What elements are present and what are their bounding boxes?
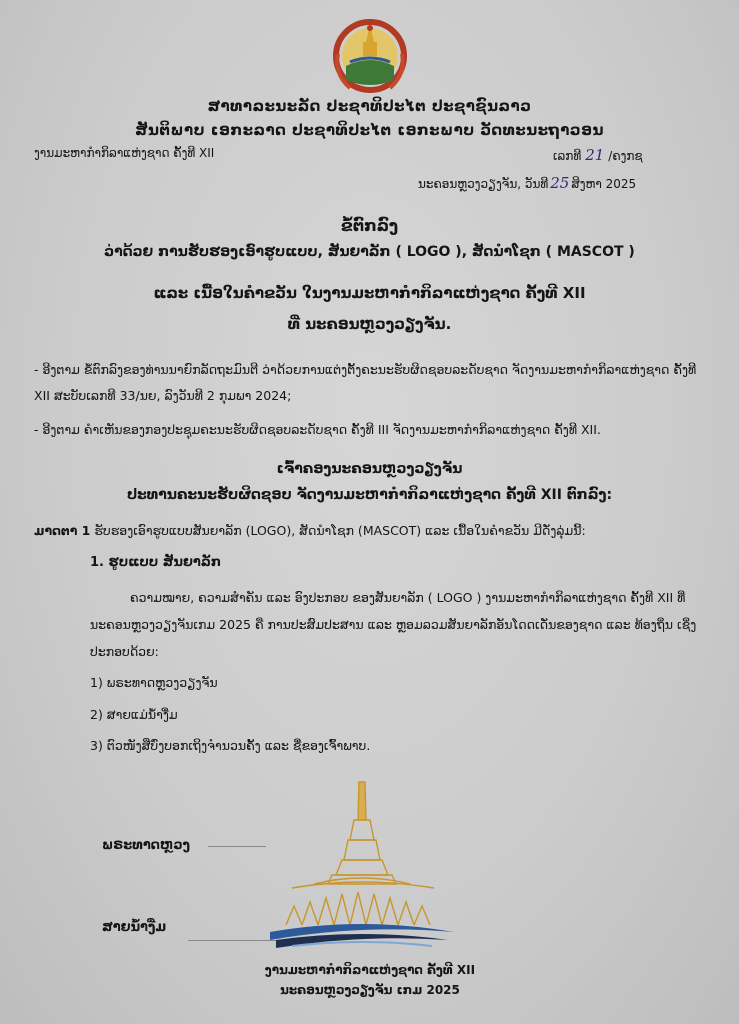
issuing-organization: ງານມະຫາກຳກິລາແຫ່ງຊາດ ຄັ້ງທີ XII <box>34 146 215 160</box>
national-motto: ສັນຕິພາບ ເອກະລາດ ປະຊາທິປະໄຕ ເອກະພາບ ວັດທະນະຖາວອນ <box>135 121 604 139</box>
leader-line <box>208 846 266 847</box>
docno-suffix: /ຄງກຊ <box>608 149 643 163</box>
date-prefix: ນະຄອນຫຼວງວຽງຈັນ, ວັນທີ <box>418 177 549 191</box>
label-stupa: ພຣະທາດຫຼວງ <box>102 838 191 853</box>
article-1-label: ມາດຕາ 1 <box>34 523 91 538</box>
document-date <box>418 174 636 192</box>
logo-caption-1: ງານມະຫາກຳກິລາແຫ່ງຊາດ ຄັ້ງທີ XII <box>264 963 476 977</box>
date-day: 25 <box>550 174 570 192</box>
section-1-body: ຄວາມໝາຍ, ຄວາມສຳຄັນ ແລະ ອົງປະກອບ ຂອງສັນຍາລັກ ( LOGO ) ງານມະຫາກຳກິລາແຫ່ງຊາດ ຄັ້ງທີ XII ທີ່ນະຄອນຫຼວງວຽງຈັນເກມ 2025 ຄື ການປະສົມປະສານ ແລະ ຫຼອມລວມສັນຍາລັກອັນໂດດເດັ່ນຂອງຊາດ ແລະ ທ້ອງຖິ່ນ ເຊິ່ງປະກອບດ້ວຍ: <box>90 590 697 659</box>
document-title: ຂໍ້ຕົກລົງ <box>340 216 399 235</box>
list-item: 1) ພຣະທາດຫຼວງວຽງຈັນ <box>90 675 218 690</box>
games-logo-icon <box>262 780 462 960</box>
article-1 <box>34 523 714 538</box>
reference-2: - ອີງຕາມ ຄຳເຫັນຂອງກອງປະຊຸມຄະນະຮັບຜິດຊອບລະດັບຊາດ ຄັ້ງທີ III ຈັດງານມະຫາກຳກິລາແຫ່ງຊາດ ຄັ້ງທີ XII. <box>34 422 601 437</box>
reference-1: - ອີງຕາມ ຂໍ້ຕົກລົງຂອງທ່ານນາຍົກລັດຖະມົນຕີ ວ່າດ້ວຍການແຕ່ງຕັ້ງຄະນະຮັບຜິດຊອບລະດັບຊາດ ຈັດງານມະຫາກຳກິລາແຫ່ງຊາດ ຄັ້ງທີ XII ສະບັບເລກທີ 33/ນຍ, ລົງວັນທີ 2 ກຸມພາ 2024; <box>34 362 697 403</box>
title-line-3: ທີ່ ນະຄອນຫຼວງວຽງຈັນ. <box>287 315 452 333</box>
date-suffix: ສິງຫາ 2025 <box>571 177 637 191</box>
title-line-2: ແລະ ເນື້ອໃນຄຳຂວັນ ໃນງານມະຫາກຳກິລາແຫ່ງຊາດ ຄັ້ງທີ XII <box>153 284 586 302</box>
authority-title: ເຈົ້າຄອງນະຄອນຫຼວງວຽງຈັນ <box>276 461 463 477</box>
nation-name: ສາທາລະນະລັດ ປະຊາທິປະໄຕ ປະຊາຊົນລາວ <box>207 97 532 115</box>
logo-caption-2: ນະຄອນຫຼວງວຽງຈັນ ເກມ 2025 <box>280 983 460 997</box>
section-1-heading: 1. ຮູບແບບ ສັນຍາລັກ <box>90 555 222 570</box>
docno-value: 21 <box>585 146 605 164</box>
list-item: 3) ຕົວໜັງສືບົ່ງບອກເຖິງຈຳນວນຄັ້ງ ແລະ ຊື່ຂອງເຈົ້າພາບ. <box>90 738 371 753</box>
label-river: ສາຍນ້ຳງື່ມ <box>102 920 167 935</box>
docno-label: ເລກທີ <box>553 149 582 163</box>
article-1-text: ຮັບຮອງເອົາຮູບແບບສັນຍາລັກ (LOGO), ສັດນຳໂຊກ (MASCOT) ແລະ ເນື້ອໃນຄຳຂວັນ ມີດັ່ງລຸ່ມນີ້: <box>94 523 586 538</box>
title-line-1: ວ່າດ້ວຍ ການຮັບຮອງເອົາຮູບແບບ, ສັນຍາລັກ ( LOGO ), ສັດນຳໂຊກ ( MASCOT ) <box>104 244 635 260</box>
authority-decision: ປະທານຄະນະຮັບຜິດຊອບ ຈັດງານມະຫາກຳກິລາແຫ່ງຊາດ ຄັ້ງທີ XII ຕົກລົງ: <box>126 487 613 503</box>
list-item: 2) ສາຍແມ່ນ້ຳງື່ມ <box>90 707 178 722</box>
national-emblem-icon <box>330 14 410 96</box>
document-number <box>553 146 643 164</box>
